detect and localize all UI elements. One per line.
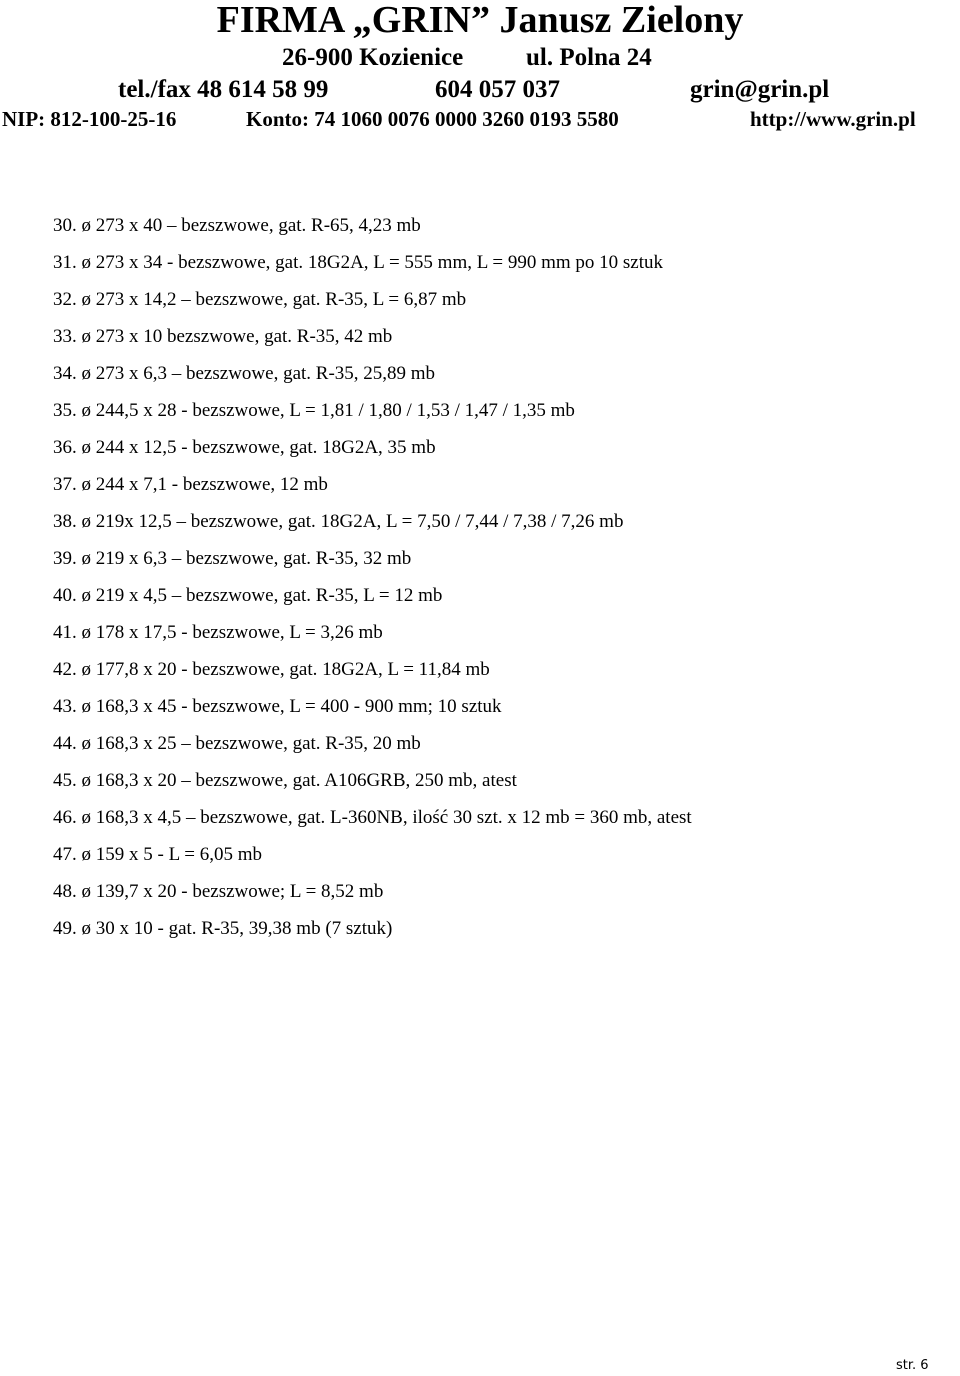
list-item: 45. ø 168,3 x 20 – bezszwowe, gat. A106GRB, 250 mb, atest xyxy=(53,770,517,791)
street-address: ul. Polna 24 xyxy=(526,44,652,71)
pipe-list xyxy=(53,207,692,947)
website-link[interactable]: http://www.grin.pl xyxy=(750,107,916,131)
list-item: 30. ø 273 x 40 – bezszwowe, gat. R-65, 4,23 mb xyxy=(53,215,421,236)
bank-account: Konto: 74 1060 0076 0000 3260 0193 5580 xyxy=(246,107,619,131)
list-item: 35. ø 244,5 x 28 - bezszwowe, L = 1,81 / 1,80 / 1,53 / 1,47 / 1,35 mb xyxy=(53,400,575,421)
list-item: 31. ø 273 x 34 - bezszwowe, gat. 18G2A, L = 555 mm, L = 990 mm po 10 sztuk xyxy=(53,252,664,273)
list-item: 47. ø 159 x 5 - L = 6,05 mb xyxy=(53,844,262,865)
nip-number: NIP: 812-100-25-16 xyxy=(2,107,177,131)
email-address: grin@grin.pl xyxy=(690,76,830,103)
list-item: 38. ø 219x 12,5 – bezszwowe, gat. 18G2A, L = 7,50 / 7,44 / 7,38 / 7,26 mb xyxy=(53,511,624,532)
list-item: 39. ø 219 x 6,3 – bezszwowe, gat. R-35, 32 mb xyxy=(53,548,412,569)
list-item: 36. ø 244 x 12,5 - bezszwowe, gat. 18G2A, 35 mb xyxy=(53,437,436,458)
list-item: 43. ø 168,3 x 45 - bezszwowe, L = 400 - 900 mm; 10 sztuk xyxy=(53,696,502,717)
list-item: 34. ø 273 x 6,3 – bezszwowe, gat. R-35, 25,89 mb xyxy=(53,363,436,384)
list-item: 48. ø 139,7 x 20 - bezszwowe; L = 8,52 mb xyxy=(53,881,384,902)
mobile-phone: 604 057 037 xyxy=(435,76,560,103)
list-item: 33. ø 273 x 10 bezszwowe, gat. R-35, 42 mb xyxy=(53,326,393,347)
list-item: 40. ø 219 x 4,5 – bezszwowe, gat. R-35, L = 12 mb xyxy=(53,585,443,606)
phone-fax: tel./fax 48 614 58 99 xyxy=(118,76,329,103)
list-item: 42. ø 177,8 x 20 - bezszwowe, gat. 18G2A, L = 11,84 mb xyxy=(53,659,490,680)
list-item: 32. ø 273 x 14,2 – bezszwowe, gat. R-35, L = 6,87 mb xyxy=(53,289,467,310)
list-item: 37. ø 244 x 7,1 - bezszwowe, 12 mb xyxy=(53,474,328,495)
postal-city: 26-900 Kozienice xyxy=(282,44,464,71)
page-number: str. 6 xyxy=(896,1358,929,1373)
list-item: 46. ø 168,3 x 4,5 – bezszwowe, gat. L-360NB, ilość 30 szt. x 12 mb = 360 mb, atest xyxy=(53,807,692,828)
company-title: FIRMA „GRIN” Janusz Zielony xyxy=(216,0,744,41)
list-item: 44. ø 168,3 x 25 – bezszwowe, gat. R-35, 20 mb xyxy=(53,733,421,754)
list-item: 41. ø 178 x 17,5 - bezszwowe, L = 3,26 mb xyxy=(53,622,383,643)
list-item: 49. ø 30 x 10 - gat. R-35, 39,38 mb (7 sztuk) xyxy=(53,918,393,939)
